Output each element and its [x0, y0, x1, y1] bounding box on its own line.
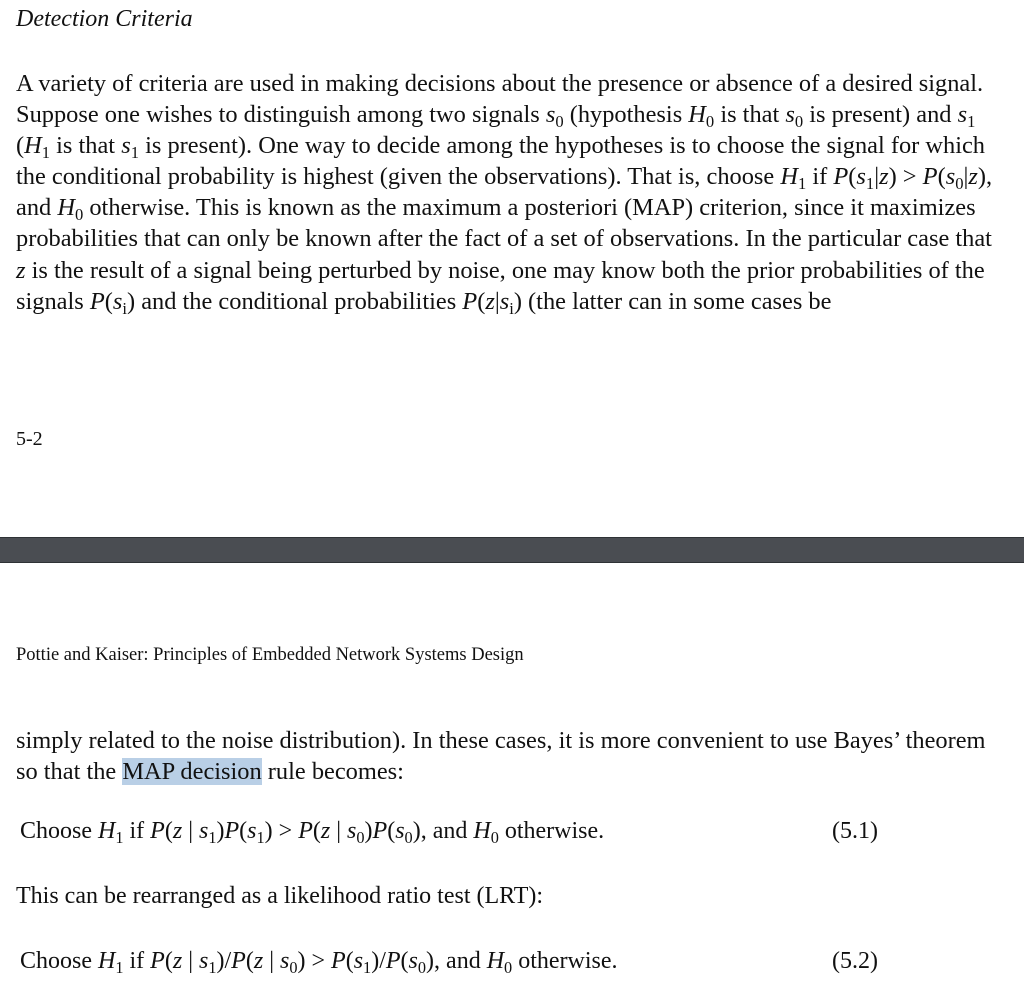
body-paragraph: A variety of criteria are used in making decisions about the presence or absence of a desired signal. Suppose one wishes to distinguish among two signals $s_0$ (hypothesis $H_0$ is that $s_0$ is present) and $s_1$ ($H_1$ is that $s_1$ is present). One way to decide among the hypotheses is to choose the signal for which the conditional probability is highest (given the observations). That is, choose $H_1$ if $P(s_1|z) > P(s_0|z)$, and $H_0$ otherwise. This is known as the maximum a posteriori (MAP) criterion, since it maximizes probabilities that can only be known after the fact of a set of observations. In the particular case that z is the result of a signal being perturbed by noise, one may know both the prior probabilities of the signals $P(s_i)$ and the conditional probabilities $P(z|s_i)$ (the latter can in some cases be [16, 70, 993, 318]
equation-5-2: Choose $H_1$ if P(z | $s_1)/P(z$ | $s_0) > P(s_1)/P(s_0)$, and $H_0$ otherwise. [20, 948, 618, 977]
equation-5-1: Choose $H_1$ if P(z | $s_1)P(s_1) > P(z$ | $s_0)P(s_0)$, and $H_0$ otherwise. [20, 818, 605, 847]
running-header: Pottie and Kaiser: Principles of Embedded Network Systems Design [16, 645, 524, 665]
page-number: 5-2 [16, 428, 43, 450]
paragraph-text-start: simply related to the noise distribution). In these cases, it is more convenient to use Bayes’ theorem so that the [16, 727, 986, 786]
section-heading: Detection Criteria [16, 6, 193, 32]
equation-number: (5.1) [832, 818, 878, 844]
paragraph-text-end: rule becomes: [261, 758, 404, 786]
page-bottom [0, 563, 1024, 1008]
lrt-sentence: This can be rearranged as a likelihood ratio test (LRT): [16, 883, 544, 909]
selected-text[interactable]: MAP decision [122, 758, 262, 786]
continued-paragraph [16, 725, 1006, 787]
page-separator [0, 537, 1024, 563]
equation-number: (5.2) [832, 948, 878, 974]
